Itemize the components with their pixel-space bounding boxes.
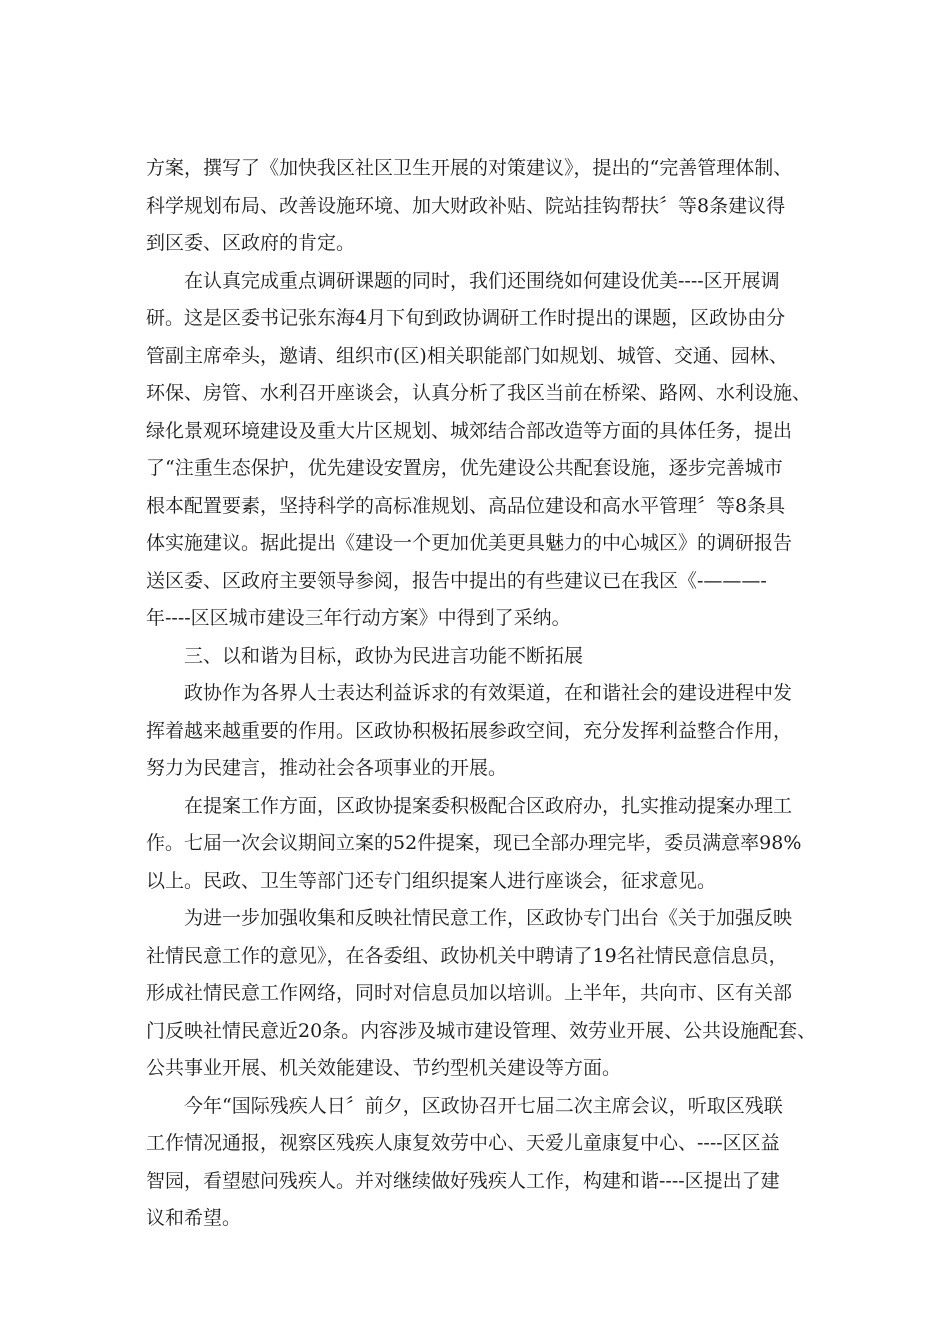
text-line: 形成社情民意工作网络，同时对信息员加以培训。上半年，共向市、区有关部 (146, 982, 793, 1004)
text-line: 送区委、区政府主要领导参阅，报告中提出的有些建议已在我区《-———- (146, 569, 767, 592)
text-line: 管副主席牵头，邀请、组织市(区)相关职能部门如规划、城管、交通、园林、 (146, 344, 788, 367)
text-line: 智园，看望慰问残疾人。并对继续做好残疾人工作，构建和谐----区提出了建 (146, 1169, 780, 1192)
text-line: 议和希望。 (146, 1207, 242, 1229)
text-line: 环保、房管、水利召开座谈会，认真分析了我区当前在桥梁、路网、水利设施、 (146, 382, 812, 404)
paragraph-first-line: 在认真完成重点调研课题的同时，我们还围绕如何建设优美----区开展调 (184, 269, 780, 292)
text-line: 门反映社情民意近20条。内容涉及城市建设管理、效劳业开展、公共设施配套、 (146, 1019, 817, 1042)
paragraph-first-line: 在提案工作方面，区政协提案委积极配合区政府办，扎实推动提案办理工 (184, 794, 793, 817)
text-line: 挥着越来越重要的作用。区政协积极拓展参政空间，充分发挥利益整合作用， (146, 719, 793, 742)
text-line: 科学规划布局、改善设施环境、加大财政补贴、院站挂钩帮扶〞等8条建议得 (146, 194, 786, 217)
paragraph-first-line: 今年“国际残疾人日〞前夕，区政协召开七届二次主席会议，听取区残联 (184, 1094, 783, 1117)
text-line: 以上。民政、卫生等部门还专门组织提案人进行座谈会，征求意见。 (146, 869, 717, 892)
document-body (146, 150, 817, 1238)
text-line: 年----区区城市建设三年行动方案》中得到了采纳。 (146, 607, 571, 629)
paragraph-first-line: 政协作为各界人士表达利益诉求的有效渠道，在和谐社会的建设进程中发 (184, 682, 793, 704)
text-line: 工作情况通报，视察区残疾人康复效劳中心、天爱儿童康复中心、----区区益 (146, 1132, 780, 1154)
paragraph-first-line: 为进一步加强收集和反映社情民意工作，区政协专门出台《关于加强反映 (184, 907, 793, 929)
text-line: 了“注重生态保护，优先建设安置房，优先建设公共配套设施，逐步完善城市 (146, 457, 783, 479)
text-line: 体实施建议。据此提出《建设一个更加优美更具魅力的中心城区》的调研报告 (146, 532, 793, 554)
paragraph-first-line: 三、以和谐为目标，政协为民进言功能不断拓展 (184, 644, 584, 667)
text-line: 公共事业开展、机关效能建设、节约型机关建设等方面。 (146, 1057, 622, 1079)
text-line: 研。这是区委书记张东海4月下旬到政协调研工作时提出的课题，区政协由分 (146, 307, 786, 329)
text-line: 方案，撰写了《加快我区社区卫生开展的对策建议》，提出的“完善管理体制、 (146, 157, 793, 179)
text-line: 到区委、区政府的肯定。 (146, 232, 356, 254)
text-line: 努力为民建言，推动社会各项事业的开展。 (146, 757, 508, 779)
text-line: 作。七届一次会议期间立案的52件提案，现已全部办理完毕，委员满意率98% (146, 832, 802, 854)
text-line: 社情民意工作的意见》，在各委组、政协机关中聘请了19名社情民意信息员， (146, 944, 788, 967)
text-line: 根本配置要素，坚持科学的高标准规划、高品位建设和高水平管理〞等8条具 (146, 494, 786, 517)
text-line: 绿化景观环境建设及重大片区规划、城郊结合部改造等方面的具体任务，提出 (146, 419, 793, 442)
